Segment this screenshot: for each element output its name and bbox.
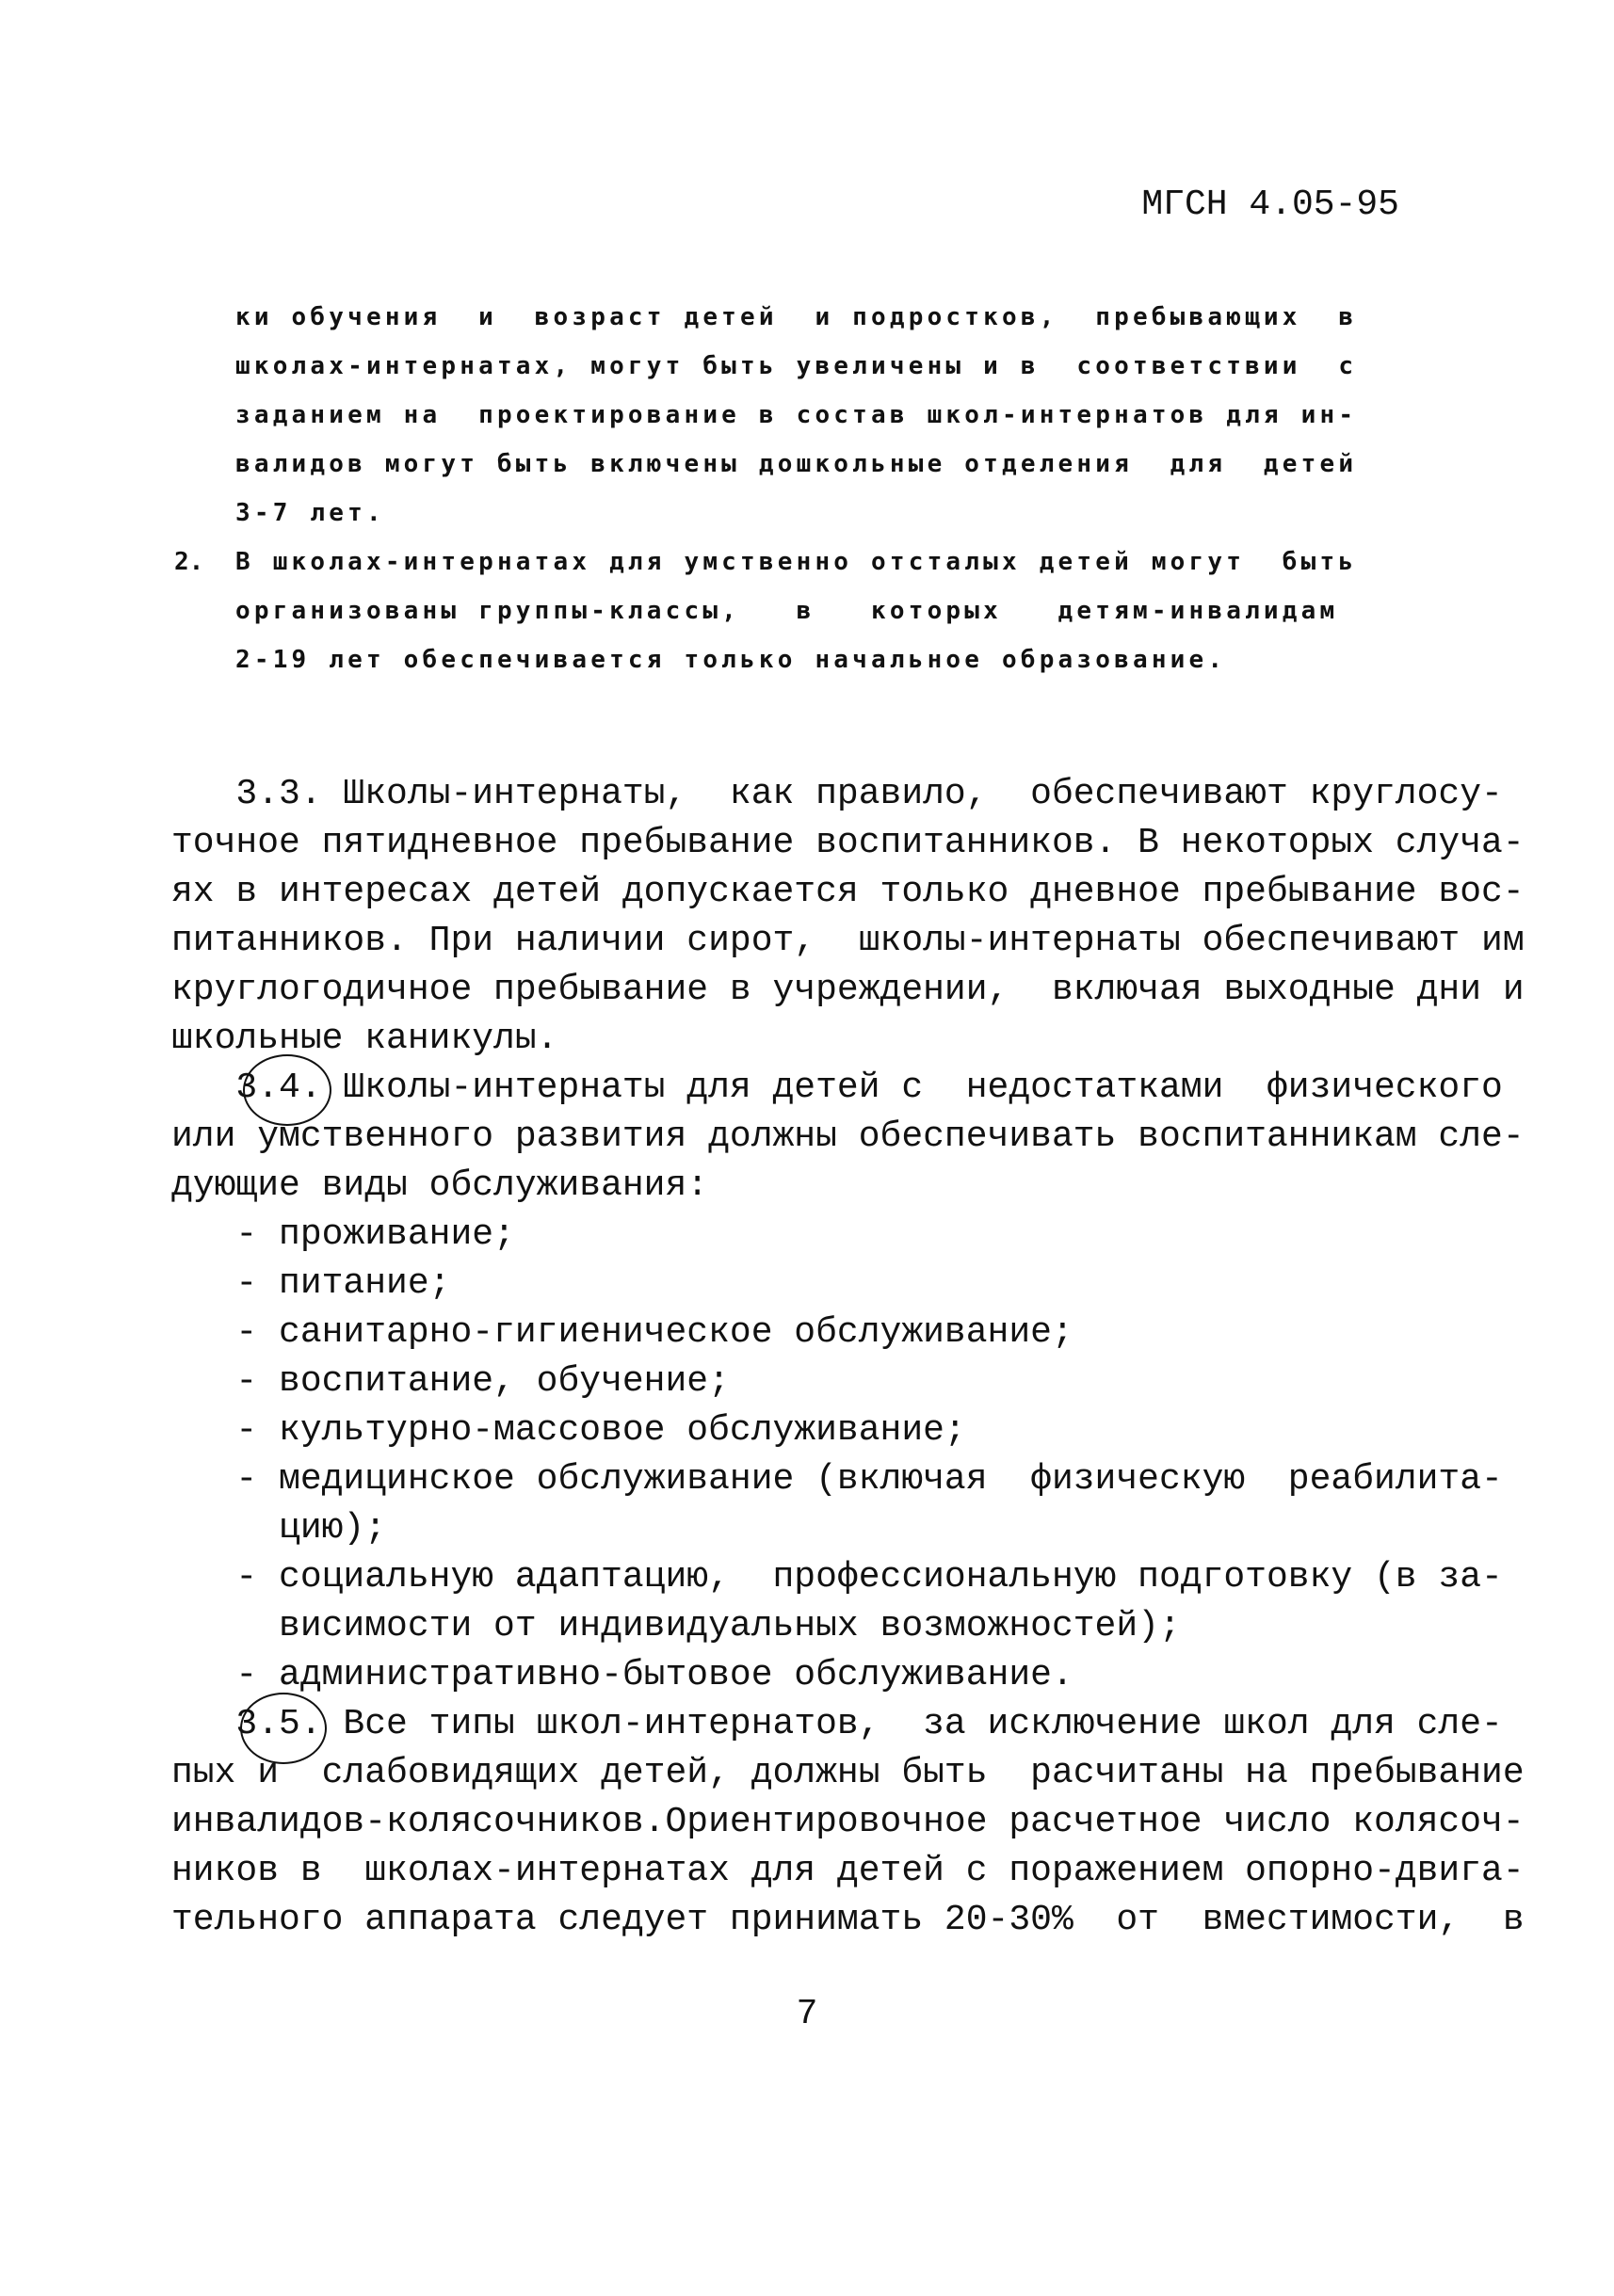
text-line: ников в школах-интернатах для детей с поражением опорно-двига-	[171, 1851, 1525, 1891]
text-line: школьные каникулы.	[171, 1019, 558, 1059]
note-line: 3-7 лет.	[235, 499, 385, 527]
list-item: - питание;	[171, 1263, 451, 1304]
text-line: или умственного развития должны обеспечивать воспитанникам сле-	[171, 1116, 1525, 1157]
note-line: ки обучения и возраст детей и подростков, пребывающих в	[235, 303, 1358, 331]
text-line: 3.3. Школы-интернаты, как правило, обеспечивают круглосу-	[171, 774, 1503, 814]
list-item: - административно-бытовое обслуживание.	[171, 1655, 1073, 1695]
text-line: круглогодичное пребывание в учреждении, включая выходные дни и	[171, 970, 1525, 1010]
note-line: школах-интернатах, могут быть увеличены и в соответствии с	[235, 352, 1358, 380]
handwritten-circle-mark	[240, 1693, 327, 1764]
note-line: 2-19 лет обеспечивается только начальное образование.	[235, 646, 1227, 674]
note-line: валидов могут быть включены дошкольные отделения для детей	[235, 450, 1358, 478]
note-line: организованы группы-классы, в которых детям-инвалидам	[235, 597, 1339, 625]
list-item: - медицинское обслуживание (включая физическую реабилита-	[171, 1459, 1503, 1500]
text-line: 3.4. Школы-интернаты для детей с недостатками физического	[171, 1068, 1503, 1108]
text-line: питанников. При наличии сирот, школы-интернаты обеспечивают им	[171, 921, 1525, 961]
list-item: - проживание;	[171, 1214, 515, 1255]
list-item: - санитарно-гигиеническое обслуживание;	[171, 1312, 1073, 1353]
list-item: - воспитание, обучение;	[171, 1361, 730, 1402]
text-line: инвалидов-колясочников.Ориентировочное расчетное число колясоч-	[171, 1802, 1525, 1842]
note-line: заданием на проектирование в состав школ-интернатов для ин-	[235, 401, 1358, 429]
text-line: пых и слабовидящих детей, должны быть расчитаны на пребывание	[171, 1753, 1525, 1793]
list-item: - социальную адаптацию, профессиональную подготовку (в за-	[171, 1557, 1503, 1598]
handwritten-circle-mark	[243, 1054, 331, 1126]
text-line: тельного аппарата следует принимать 20-30% от вместимости, в	[171, 1900, 1525, 1940]
text-line: ях в интересах детей допускается только дневное пребывание вос-	[171, 872, 1525, 912]
list-item-continuation: висимости от индивидуальных возможностей);	[171, 1606, 1181, 1646]
text-line: 3.5. Все типы школ-интернатов, за исключение школ для сле-	[171, 1704, 1503, 1744]
page-number: 7	[796, 1994, 818, 2034]
text-line: дующие виды обслуживания:	[171, 1165, 709, 1206]
text-line: точное пятидневное пребывание воспитанников. В некоторых случа-	[171, 823, 1525, 863]
note-line: В школах-интернатах для умственно отсталых детей могут быть	[235, 548, 1358, 576]
list-item-continuation: цию);	[171, 1508, 387, 1549]
note-number: 2.	[174, 548, 204, 576]
list-item: - культурно-массовое обслуживание;	[171, 1410, 966, 1451]
document-code: МГСН 4.05-95	[1141, 185, 1399, 225]
